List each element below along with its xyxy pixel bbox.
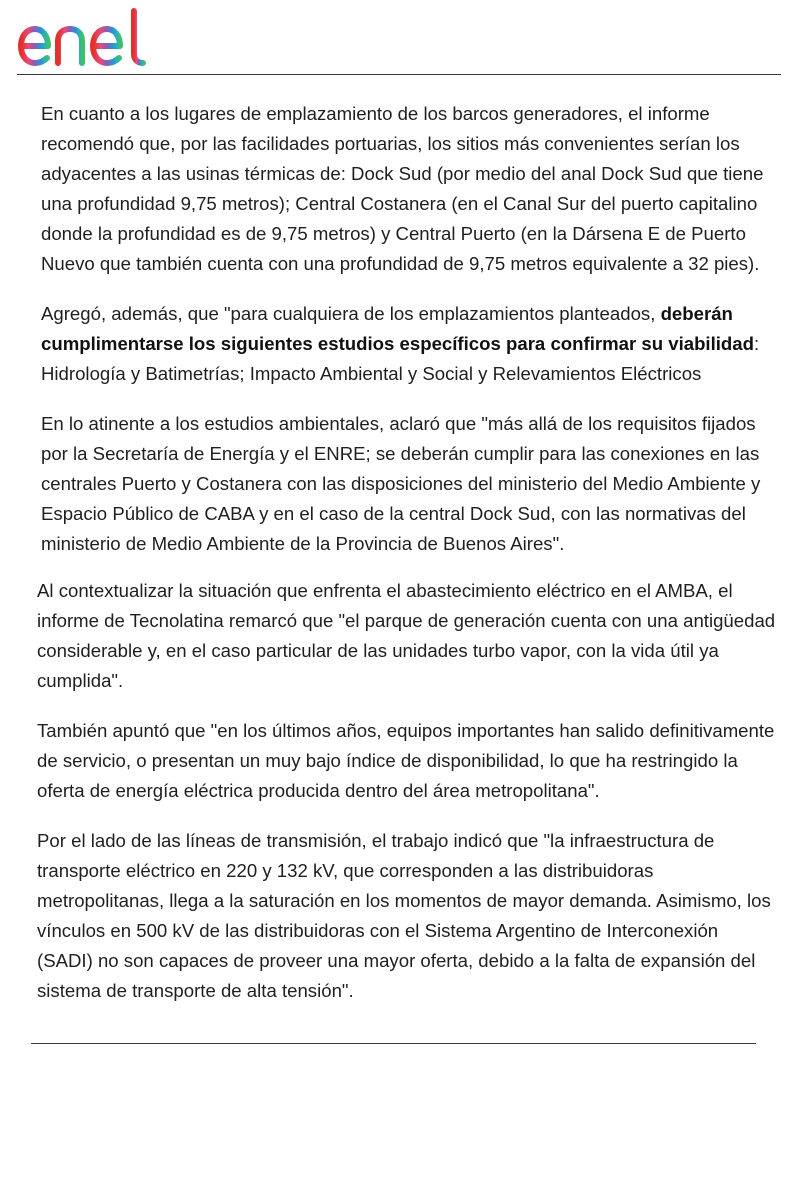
bold-highlight: deberán cumplimentarse los siguientes estudios específicos para confirmar su viabilidad <box>41 303 754 354</box>
paragraph-estudios-especificos <box>41 299 776 389</box>
paragraph-text: : Hidrología y Batimetrías; Impacto Ambiental y Social y Relevamientos Eléctricos <box>41 333 760 384</box>
paragraph-contexto-amba: Al contextualizar la situación que enfrenta el abastecimiento eléctrico en el AMBA, el informe de Tecnolatina remarcó que "el parque de generación cuenta con una antigüedad considerable y, en el caso particular de las unidades turbo vapor, con la vida útil ya cumplida". <box>37 580 776 691</box>
paragraph-emplazamiento: En cuanto a los lugares de emplazamiento de los barcos generadores, el informe recomendó que, por las facilidades portuarias, los sitios más convenientes serían los adyacentes a las usinas térmicas de: Dock Sud (por medio del anal Dock Sud que tiene una profundidad 9,75 metros); Central Costanera (en el Canal Sur del puerto capitalino donde la profundidad es de 9,75 metros) y Central Puerto (en la Dársena E de Puerto Nuevo que también cuenta con una profundidad de 9,75 metros equivalente a 32 pies). <box>41 103 764 274</box>
paragraph-transmision: Por el lado de las líneas de transmisión, el trabajo indicó que "la infraestructura de transporte eléctrico en 220 y 132 kV, que corresponden a las distribuidoras metropolitanas, llega a la saturación en los momentos de mayor demanda. Asimismo, los vínculos en 500 kV de las distribuidoras con el Sistema Argentino de Interconexión (SADI) no son capaces de proveer una mayor oferta, debido a la falta de expansión del sistema de transporte de alta tensión". <box>37 830 771 1001</box>
paragraph-text: Agregó, además, que "para cualquiera de los emplazamientos planteados, <box>41 303 661 324</box>
paragraph-estudios-ambientales: En lo atinente a los estudios ambientales, aclaró que "más allá de los requisitos fijados por la Secretaría de Energía y el ENRE; se deberán cumplir para las conexiones en las centrales Puerto y Costanera con las disposiciones del ministerio del Medio Ambiente y Espacio Público de CABA y en el caso de la central Dock Sud, con las normativas del ministerio de Medio Ambiente de la Provincia de Buenos Aires". <box>41 413 761 554</box>
enel-logo[interactable] <box>17 8 169 68</box>
paragraph-equipos: También apuntó que "en los últimos años, equipos importantes han salido definitivamente de servicio, o presentan un muy bajo índice de disponibilidad, lo que ha restringido la oferta de energía eléctrica producida dentro del área metropolitana". <box>37 720 775 801</box>
footer-divider <box>31 1043 756 1044</box>
site-header <box>0 0 800 76</box>
header-divider <box>17 74 781 75</box>
